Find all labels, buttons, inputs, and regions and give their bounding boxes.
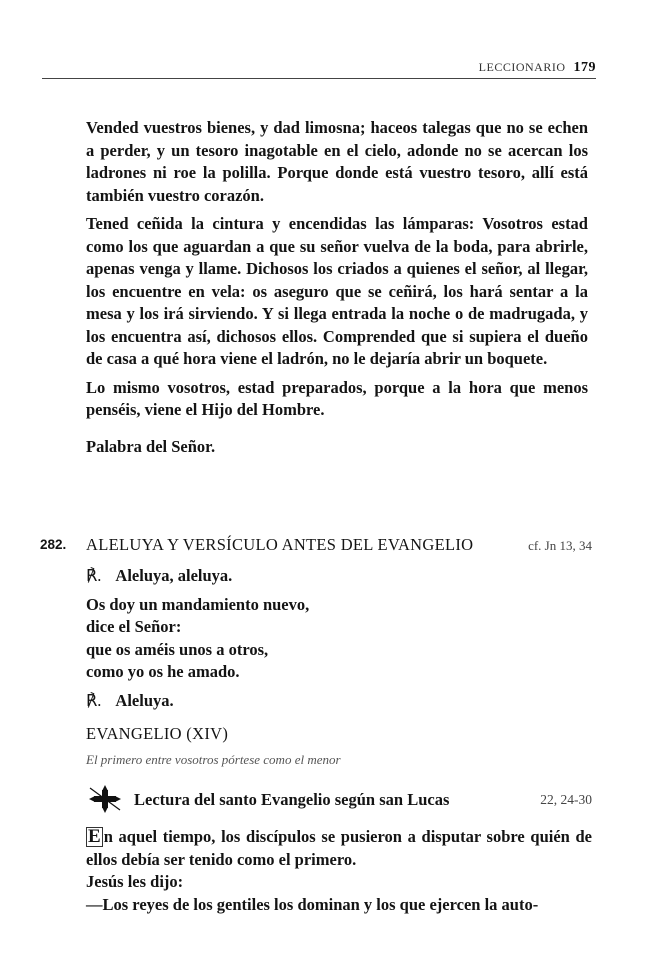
reading-paragraph: Vended vuestros bienes, y dad limosna; haceos talegas que no se echen a perder, y un tesoro inagotable en el cielo, adonde no se acercan los ladrones ni roe la polilla. Porque donde está vuestro tesoro, allí está también vuestro corazón. (86, 118, 588, 205)
alleluia-heading (40, 533, 592, 559)
response-text: Aleluya. (115, 690, 174, 710)
alleluia-section (40, 533, 592, 718)
gospel-line: —Los reyes de los gentiles los dominan y los que ejercen la auto- (86, 894, 539, 914)
lectura-title: Lectura del santo Evangelio según san Lucas (134, 790, 450, 809)
response-text: Aleluya, aleluya. (115, 566, 233, 585)
verse-line: dice el Señor: (86, 617, 182, 636)
gospel-paragraph (86, 826, 592, 871)
response-2 (86, 690, 592, 713)
gospel-text-rest: n aquel tiempo, los discípulos se pusieron a disputar sobre quién de ellos debía ser tenido como el primero. (86, 827, 592, 869)
verse-line: como yo os he amado. (86, 662, 240, 681)
reading-text (86, 117, 588, 464)
section-title: ALELUYA Y VERSÍCULO ANTES DEL EVANGELIO (86, 535, 474, 554)
gospel-announcement (86, 782, 592, 816)
section-number: 282. (40, 537, 67, 552)
response-mark: ℟. (86, 690, 102, 710)
reading-paragraph: Tened ceñida la cintura y encendidas las lámparas: Vosotros estad como los que aguardan a que su señor vuelva de la boda, para abrirle, apenas venga y llame. Dichosos los criados a quienes el señor, al llegar, los encuentre en vela: os aseguro que se ceñirá, los hará sentar a la mesa y los irá sirviendo. Y si llega entrada la noche o de madrugada, y los encuentra así, dichosos ellos. Comprended que si supiera el dueño de casa a qué hora viene el ladrón, no le dejaría abrir un boquete. (86, 214, 588, 368)
running-header (42, 56, 596, 79)
response-mark: ℟. (86, 566, 102, 585)
running-head (479, 60, 596, 76)
gospel-subtitle: El primero entre vosotros pórtese como el menor (86, 752, 341, 767)
page-number: 179 (573, 60, 596, 75)
gospel-title: EVANGELIO (XIV) (86, 724, 229, 743)
response-1 (86, 565, 592, 588)
section-reference: cf. Jn 13, 34 (528, 538, 592, 553)
gospel-line: Jesús les dijo: (86, 872, 184, 891)
drop-initial: E (88, 826, 101, 847)
gospel-section (86, 724, 592, 916)
running-title: LECCIONARIO (478, 60, 566, 74)
cross-icon (86, 782, 124, 816)
reading-paragraph: Lo mismo vosotros, estad preparados, porque a la hora que menos penséis, viene el Hijo del Hombre. (86, 377, 588, 419)
reading-closing: Palabra del Señor. (86, 436, 216, 456)
gospel-reference: 22, 24-30 (540, 792, 592, 807)
verse-line: Os doy un mandamiento nuevo, (86, 594, 310, 614)
gospel-text (86, 826, 592, 916)
verse-line: que os améis unos a otros, (86, 639, 269, 659)
